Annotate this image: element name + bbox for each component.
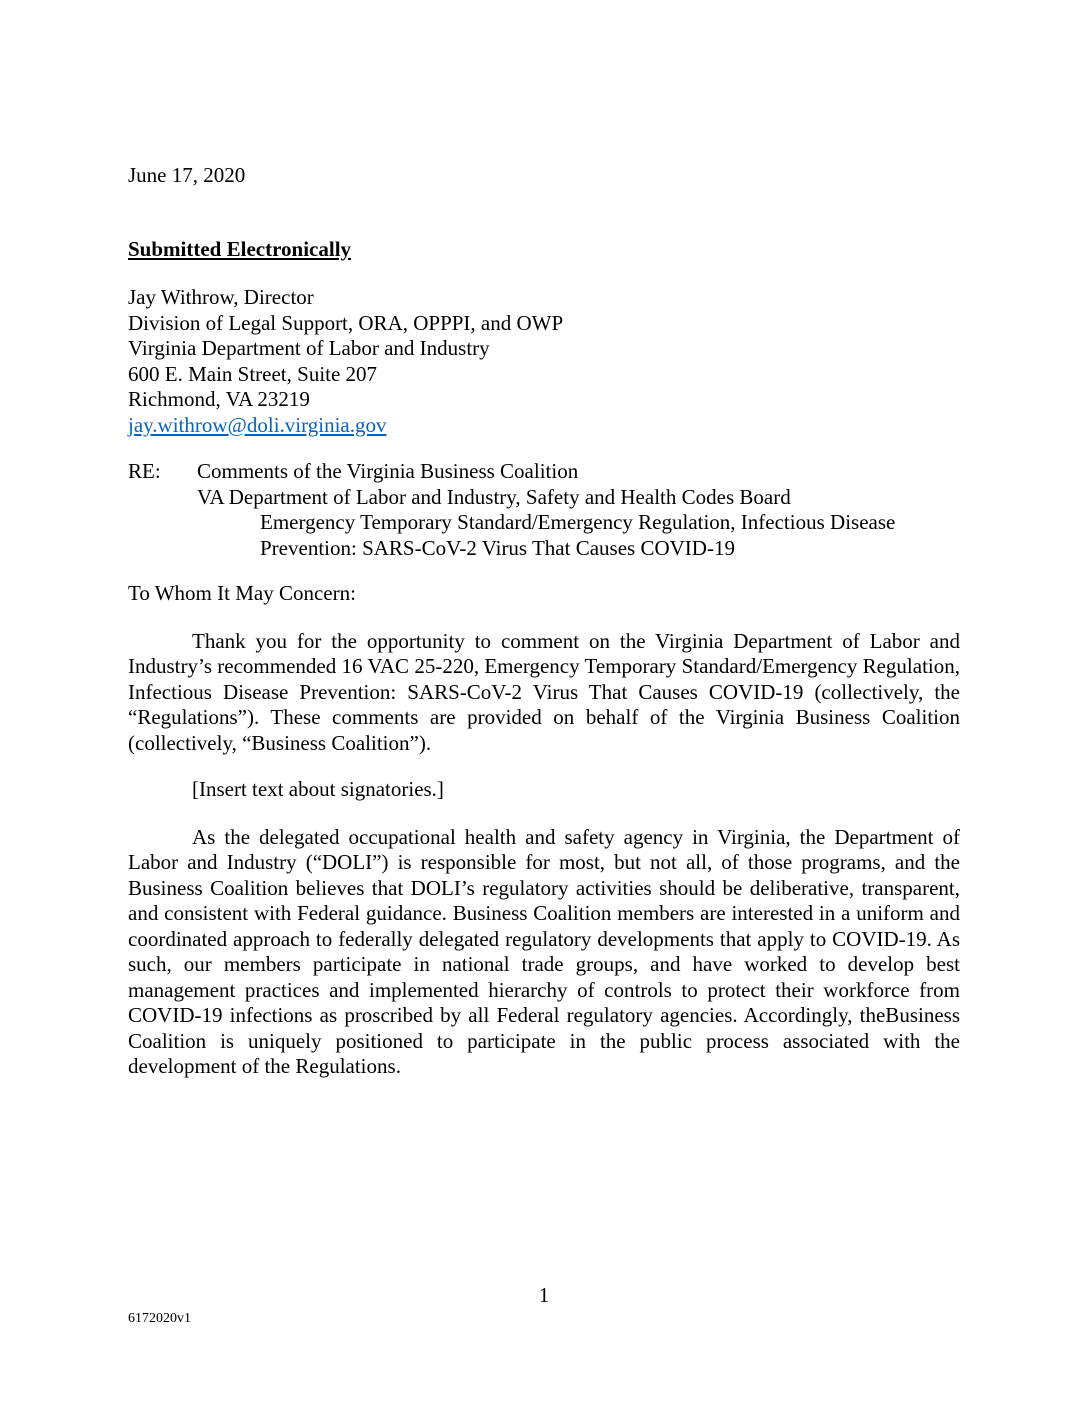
paragraph-1: Thank you for the opportunity to comment on the Virginia Department of Labor and Industry’s recommended 16 VAC 25-220, Emergency Temporary Standard/Emergency Regulation, Infectious Disease Prevention: SARS-CoV-2 Virus That Causes COVID-19 (collectively, the “Regulations”). These comments are provided on behalf of the Virginia Business Coalition (collectively, “Business Coalition”).: [128, 628, 960, 755]
salutation: To Whom It May Concern:: [128, 581, 356, 605]
insert-signatories-note: [Insert text about signatories.]: [192, 777, 444, 801]
letter-content: [128, 163, 960, 1080]
recipient-address-block: [128, 285, 960, 438]
recipient-name-title: Jay Withrow, Director: [128, 285, 314, 309]
paragraph-2: As the delegated occupational health and safety agency in Virginia, the Department of Labor and Industry (“DOLI”) is responsible for most, but not all, of those programs, and the Business Coalition believes that DOLI’s regulatory activities should be deliberative, transparent, and consistent with Federal guidance. Business Coalition members are interested in a uniform and coordinated approach to federally delegated regulatory developments that apply to COVID-19. As such, our members participate in national trade groups, and have worked to develop best management practices and implemented hierarchy of controls to protect their workforce from COVID-19 infections as proscribed by all Federal regulatory agencies. Accordingly, theBusiness Coalition is uniquely positioned to participate in the public process associated with the development of the Regulations.: [128, 824, 960, 1078]
letter-date: June 17, 2020: [128, 163, 246, 187]
recipient-city-state-zip: Richmond, VA 23219: [128, 387, 310, 411]
document-version-id: 6172020v1: [128, 1311, 191, 1326]
re-line-2: VA Department of Labor and Industry, Safety and Health Codes Board: [197, 484, 791, 509]
recipient-division: Division of Legal Support, ORA, OPPPI, and OWP: [128, 310, 564, 335]
re-line-4: Prevention: SARS-CoV-2 Virus That Causes COVID-19: [260, 535, 735, 560]
re-line-1: Comments of the Virginia Business Coalition: [197, 459, 579, 483]
re-line-3: Emergency Temporary Standard/Emergency Regulation, Infectious Disease: [260, 510, 896, 534]
recipient-email-link[interactable]: jay.withrow@doli.virginia.gov: [128, 412, 387, 437]
recipient-street: 600 E. Main Street, Suite 207: [128, 361, 378, 386]
recipient-email-row: [128, 413, 960, 439]
submitted-electronically-heading: Submitted Electronically: [128, 236, 352, 261]
re-label: RE:: [128, 459, 161, 483]
recipient-agency: Virginia Department of Labor and Industry: [128, 336, 490, 360]
re-subject-block: [128, 459, 960, 561]
page-number: 1: [538, 1283, 550, 1307]
